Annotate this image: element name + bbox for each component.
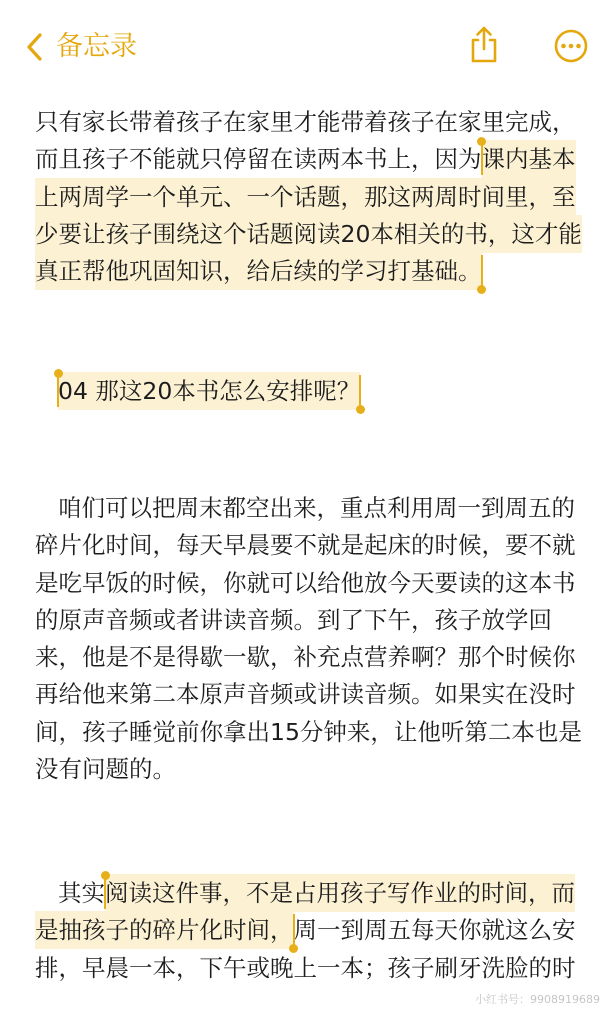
note-line (35, 526, 576, 564)
text-segment: 咱们可以把周末都空出来，重点利用周一到周五的 (58, 494, 575, 522)
selected-text-segment: 少要让孩子围绕这个话题阅读20本相关的书，这才能 (35, 215, 582, 253)
note-body[interactable] (0, 90, 614, 990)
selected-text-segment: 是抽孩子的碎片化时间， (35, 911, 294, 949)
text-segment: 而且孩子不能就只停留在读两本书上，因为 (35, 145, 482, 173)
ellipsis-circle-icon (553, 49, 589, 68)
back-button[interactable] (24, 26, 137, 68)
text-segment: 的原声音频或者讲读音频。到了下午，孩子放学回 (35, 605, 552, 634)
text-segment: 间，孩子睡觉前你拿出15分钟来，让他听第二本也是 (35, 717, 582, 746)
note-line (35, 638, 576, 676)
note-line (35, 103, 576, 141)
note-line (58, 489, 575, 527)
selected-text-segment: 课内基本 (482, 140, 576, 178)
more-button[interactable] (553, 28, 589, 64)
text-segment: 其实 (58, 879, 105, 907)
note-line (35, 215, 582, 253)
back-label: 备忘录 (56, 31, 137, 62)
text-segment: 没有问题的。 (35, 754, 176, 783)
text-segment: 只有家长带着孩子在家里才能带着孩子在家里完成， (35, 108, 576, 136)
nav-bar (0, 0, 614, 90)
text-segment: 再给他来第二本原声音频或讲读音频。如果实在没时 (35, 680, 576, 709)
watermark: 小红书号：9908919689 (475, 993, 600, 1006)
note-line (35, 750, 176, 788)
share-button[interactable] (467, 25, 501, 65)
text-segment: 是吃早饭的时候，你就可以给他放今天要读的这本书 (35, 568, 576, 597)
note-line (35, 601, 552, 639)
text-segment: 周一到周五每天你就这么安 (293, 916, 576, 944)
chevron-left-icon (24, 31, 44, 63)
selected-text-segment: 真正帮他巩固知识，给后续的学习打基础。 (35, 252, 482, 290)
note-line (35, 140, 576, 178)
text-segment: 排，早晨一本，下午或晚上一本；孩子刷牙洗脸的时 (35, 954, 576, 982)
note-line (35, 178, 576, 216)
note-line (35, 252, 482, 290)
selected-text-segment: 上两周学一个单元、一个话题，那这两周时间里，至 (35, 178, 576, 216)
text-segment: 碎片化时间，每天早晨要不就是起床的时候，要不就 (35, 531, 576, 560)
note-line (35, 713, 582, 751)
note-line (35, 911, 576, 949)
note-line (35, 564, 576, 602)
selected-text-segment: 阅读这件事，不是占用孩子写作业的时间，而 (105, 874, 575, 912)
note-line (58, 874, 575, 912)
note-line (35, 675, 576, 713)
text-segment: 来，他是不是得歇一歇，补充点营养啊？那个时候你 (35, 643, 576, 671)
share-icon (467, 50, 501, 69)
note-heading (58, 372, 360, 410)
selected-text-segment: 04 那这20本书怎么安排呢？ (58, 372, 360, 410)
note-line (35, 949, 576, 987)
